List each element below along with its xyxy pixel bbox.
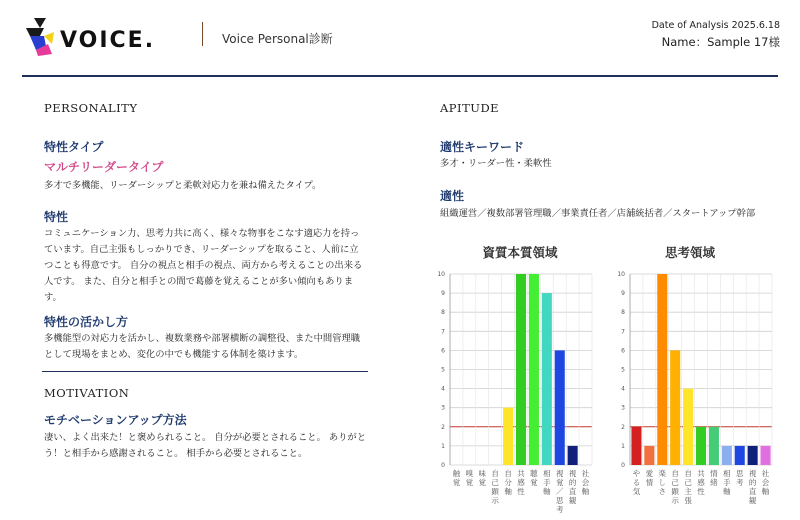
- title-divider: [202, 22, 203, 46]
- x-category-label: 視的直観: [748, 469, 757, 505]
- x-category-label: 味覚: [478, 469, 487, 487]
- type-heading: 特性タイプ: [44, 140, 104, 154]
- aptitude-text: 組織運営／複数部署管理職／事業責任者／店舗統括者／スタートアップ幹部: [440, 208, 756, 219]
- bar: [644, 446, 654, 465]
- trait-line: 人です。 また、自分と相手との間で葛藤を覚えることが多い傾向もありま: [44, 276, 354, 287]
- x-category-label: 聴覚: [530, 469, 538, 487]
- y-tick-label: 10: [437, 271, 445, 278]
- motivation-line: う！と相手から感謝されること。 相手から必要とされること。: [44, 448, 308, 459]
- aptitude-keywords: 多才・リーダー性・柔軟性: [440, 158, 552, 169]
- type-description: 多才で多機能、リーダーシップと柔軟対応力を兼ね備えたタイプ。: [44, 180, 322, 191]
- trait-line: つことも得意です。 自分の視点と相手の視点、両方から考えることの出来る: [44, 260, 363, 271]
- bar: [761, 446, 771, 465]
- x-category-label: 社会軸: [581, 469, 590, 496]
- bar: [709, 427, 719, 465]
- aptitude-keyword-heading: 適性キーワード: [440, 140, 525, 154]
- y-tick-label: 5: [621, 366, 625, 374]
- x-category-label: 情緒: [710, 469, 718, 487]
- x-category-label: 思考: [735, 469, 744, 487]
- bar: [696, 427, 706, 465]
- bar: [631, 427, 641, 465]
- x-category-label: 共感性: [517, 469, 525, 496]
- type-name: マルチリーダータイプ: [44, 160, 164, 174]
- client-name: Name：Sample 17様: [661, 35, 780, 49]
- essence-bar-chart: [432, 268, 600, 470]
- y-tick-label: 0: [441, 462, 445, 469]
- bar: [670, 350, 680, 465]
- motivation-line: 凄い、よく出来た！と褒められること。 自分が必要とされること。 ありがと: [44, 432, 367, 443]
- use-heading: 特性の活かし方: [44, 315, 129, 329]
- y-tick-label: 5: [441, 366, 445, 374]
- thinking-bar-chart: [612, 268, 780, 470]
- bar: [683, 389, 693, 465]
- bar: [555, 350, 565, 465]
- y-tick-label: 6: [621, 347, 625, 355]
- motivation-heading: MOTIVATION: [44, 386, 130, 400]
- section-divider: [42, 371, 368, 372]
- x-category-label: 視的直観: [568, 469, 577, 505]
- chart-title-thinking: 思考領域: [664, 245, 715, 260]
- y-tick-label: 4: [621, 385, 625, 393]
- y-tick-label: 10: [617, 271, 625, 278]
- x-category-label: 愛情: [645, 469, 654, 487]
- app-title: Voice Personal診断: [222, 32, 333, 46]
- bar: [568, 446, 578, 465]
- bar: [529, 274, 539, 465]
- x-category-label: 自己主張: [684, 469, 692, 505]
- bar: [657, 274, 667, 465]
- y-tick-label: 8: [621, 309, 625, 317]
- y-tick-label: 4: [441, 385, 445, 393]
- x-category-label: 自己顕示: [671, 469, 679, 505]
- y-tick-label: 9: [441, 290, 445, 298]
- y-tick-label: 2: [621, 423, 625, 431]
- y-tick-label: 7: [441, 328, 445, 336]
- y-tick-label: 2: [441, 423, 445, 431]
- personality-heading: PERSONALITY: [44, 101, 138, 115]
- x-category-label: 視覚／思考: [555, 469, 564, 514]
- x-category-label: 自分軸: [504, 469, 512, 496]
- x-category-label: 触覚: [452, 469, 461, 487]
- y-tick-label: 0: [621, 462, 625, 469]
- bar: [542, 293, 552, 465]
- x-category-label: やる気: [632, 469, 641, 496]
- x-category-label: 相手軸: [723, 469, 731, 496]
- y-tick-label: 1: [621, 442, 625, 450]
- x-category-label: 嗅覚: [465, 469, 474, 487]
- trait-line: ています。自己主張もしっかりでき、リーダーシップを取ること、人前に立: [44, 244, 359, 255]
- bar: [516, 274, 526, 465]
- trait-text: [44, 226, 374, 306]
- bar: [735, 446, 745, 465]
- header-divider: [22, 75, 778, 77]
- trait-line: コミュニケーション力、思考力共に高く、様々な物事をこなす適応力を持っ: [44, 228, 360, 239]
- chart-title-essence: 資質本質領域: [482, 245, 558, 260]
- bar: [722, 446, 732, 465]
- y-tick-label: 6: [441, 347, 445, 355]
- x-category-label: 社会軸: [761, 469, 770, 496]
- use-text: [44, 331, 374, 363]
- use-line: 多機能型の対応力を活かし、複数業務や部署横断の調整役、また中間管理職: [44, 333, 361, 344]
- logo-text: VOICE.: [60, 28, 156, 53]
- bar: [503, 408, 513, 465]
- x-category-label: 共感性: [697, 469, 705, 496]
- y-tick-label: 3: [621, 404, 625, 412]
- bar: [748, 446, 758, 465]
- motivation-text: [44, 430, 384, 462]
- trait-heading: 特性: [44, 210, 69, 224]
- y-tick-label: 8: [441, 309, 445, 317]
- motivation-method-heading: モチベーションアップ方法: [44, 413, 187, 427]
- x-category-label: 相手軸: [543, 469, 551, 496]
- trait-line: す。: [44, 292, 62, 303]
- aptitude-subheading: 適性: [440, 189, 465, 203]
- x-category-label: 楽しさ: [658, 469, 667, 496]
- analysis-date: Date of Analysis 2025.6.18: [651, 20, 780, 31]
- x-category-label: 自己顕示: [491, 469, 499, 505]
- aptitude-heading: APITUDE: [440, 101, 500, 115]
- y-tick-label: 7: [621, 328, 625, 336]
- y-tick-label: 1: [441, 442, 445, 450]
- use-line: として現場をまとめ、変化の中でも機能する体制を築けます。: [44, 349, 304, 360]
- y-tick-label: 9: [621, 290, 625, 298]
- y-tick-label: 3: [441, 404, 445, 412]
